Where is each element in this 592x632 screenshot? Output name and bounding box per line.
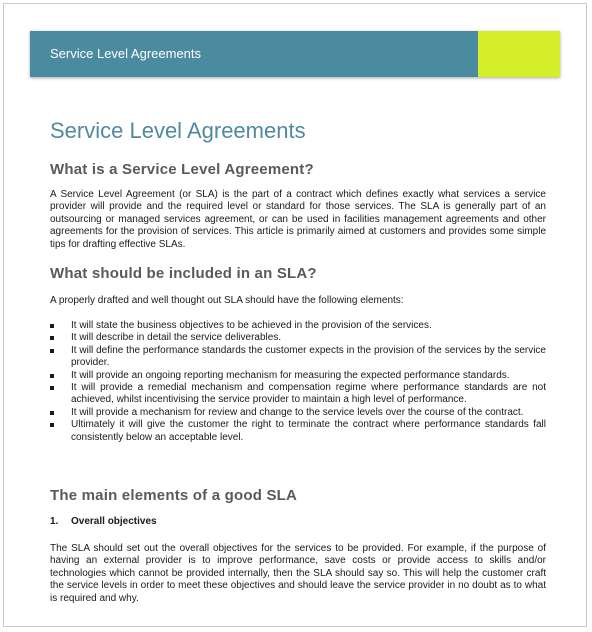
subsection-title: Overall objectives (71, 516, 157, 527)
list-item (50, 332, 546, 344)
list-item (50, 345, 546, 370)
subsection-heading-overall-objectives (50, 516, 157, 528)
banner-lime-block (478, 31, 560, 77)
document-title: Service Level Agreements (50, 118, 306, 143)
section-intro-what-to-include: A properly drafted and well thought out SLA should have the following elements: (50, 295, 404, 306)
subsection-number: 1. (50, 516, 59, 527)
bullet-icon (50, 374, 54, 378)
list-item (50, 382, 546, 407)
list-item-text: It will provide an ongoing reporting mechanism for measuring the expected performance standards. (71, 369, 510, 381)
list-item-text: It will provide a mechanism for review and change to the service levels over the course of the contract. (71, 406, 524, 418)
banner-title: Service Level Agreements (50, 46, 202, 61)
list-item (50, 419, 546, 444)
list-item (50, 407, 546, 419)
list-item-text: It will define the performance standards the customer expects in the provision of the services by the service provider. (71, 344, 546, 369)
section-heading-main-elements: The main elements of a good SLA (50, 487, 298, 504)
list-item (50, 320, 546, 332)
bullet-icon (50, 324, 54, 328)
header-banner (30, 31, 560, 77)
bullet-icon (50, 336, 54, 340)
bullet-icon (50, 386, 54, 390)
document-page (3, 3, 587, 627)
elements-bullet-list (50, 320, 546, 444)
subsection-paragraph-overall-objectives: The SLA should set out the overall objectives for the services to be provided. For example, if the purpose of having an external provider is to improve performance, save costs or provide access to skills and/or technologies which cannot be provided internally, then the SLA should say so. This will help the customer craft the service levels in order to meet these objectives and should leave the service provider in no doubt as to what is required and why. (50, 543, 546, 604)
bullet-icon (50, 349, 54, 353)
bullet-icon (50, 411, 54, 415)
list-item-text: It will describe in detail the service deliverables. (71, 332, 282, 344)
bullet-icon (50, 423, 54, 427)
list-item-text: It will state the business objectives to be achieved in the provision of the services. (71, 320, 432, 331)
list-item-text: It will provide a remedial mechanism and compensation regime where performance standards are not achieved, whilst incentivising the service provider to maintain a high level of performance. (71, 382, 546, 406)
list-item-text: Ultimately it will give the customer the right to terminate the contract where performance standards fall consistently below an acceptable level. (71, 419, 546, 443)
section-heading-what-is-sla: What is a Service Level Agreement? (50, 161, 314, 178)
section-paragraph-what-is-sla: A Service Level Agreement (or SLA) is the part of a contract which defines exactly what services a service provider will provide and the required level or standard for those services. The SLA is generally part of an outsourcing or managed services agreement, or can be used in facilities management agreements and other agreements for the provision of services. This article is primarily aimed at customers and provides some simple tips for drafting effective SLAs. (50, 189, 546, 250)
list-item (50, 370, 546, 382)
section-heading-what-to-include: What should be included in an SLA? (50, 265, 317, 282)
